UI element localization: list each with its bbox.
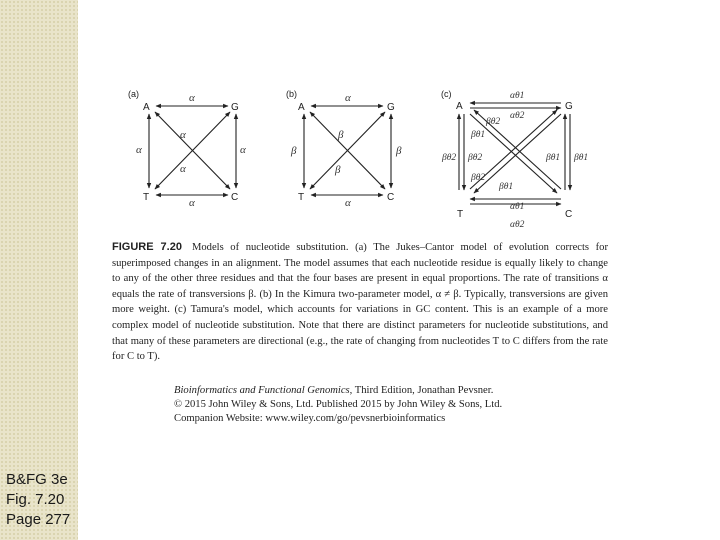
- panel-a-node-g: G: [231, 102, 239, 113]
- panel-a: [149, 106, 236, 195]
- side-label-book: B&FG 3e: [6, 471, 68, 488]
- book-title: Bioinformatics and Functional Genomics,: [174, 385, 353, 396]
- panel-b-node-a: A: [298, 102, 305, 113]
- panel-b-rate-diag-bottom: β: [335, 164, 341, 176]
- side-label-figure: Fig. 7.20: [6, 491, 65, 508]
- panel-b-rate-right: β: [396, 145, 402, 157]
- book-edition: Third Edition, Jonathan Pevsner.: [352, 385, 494, 396]
- panel-b: [304, 106, 391, 195]
- panel-a-label: (a): [128, 89, 139, 99]
- credit-block: [174, 384, 502, 426]
- panel-a-node-a: A: [143, 102, 150, 113]
- panel-b-label: (b): [286, 89, 297, 99]
- panel-a-rate-diag-top: α: [180, 129, 186, 141]
- panel-b-node-g: G: [387, 102, 395, 113]
- panel-c-rate-diag-2: βθ1: [471, 130, 486, 140]
- panel-a-rate-bottom: α: [189, 197, 195, 209]
- panel-a-rate-top: α: [189, 92, 195, 104]
- panel-c-rate-top-out: αθ1: [510, 91, 525, 101]
- credit-website: Companion Website: www.wiley.com/go/pevsnerbioinformatics: [174, 413, 446, 424]
- panel-b-rate-bottom: α: [345, 197, 351, 209]
- panel-b-rate-top: α: [345, 92, 351, 104]
- panel-c-rate-left-out: βθ2: [442, 153, 457, 163]
- panel-a-rate-left: α: [136, 144, 142, 156]
- panel-c-rate-top-in: αθ2: [510, 111, 525, 121]
- panel-c-node-t: T: [457, 209, 464, 220]
- panel-c-rate-bottom-in: αθ1: [510, 202, 525, 212]
- panel-c-rate-right-in: βθ1: [546, 153, 561, 163]
- figure-label: FIGURE 7.20: [112, 241, 182, 253]
- panel-c-node-c: C: [565, 209, 573, 220]
- panel-c-rate-right-out: βθ1: [574, 153, 589, 163]
- panel-c-rate-diag-1: βθ2: [486, 117, 501, 127]
- panel-a-rate-diag-bottom: α: [180, 163, 186, 175]
- panel-c-rate-diag-4: βθ1: [499, 182, 514, 192]
- panel-c-rate-diag-3: βθ2: [471, 173, 486, 183]
- credit-copyright: © 2015 John Wiley & Sons, Ltd. Published 2015 by John Wiley & Sons, Ltd.: [174, 399, 503, 410]
- panel-c-node-g: G: [565, 101, 573, 112]
- caption-text: Models of nucleotide substitution. (a) The Jukes–Cantor model of evolution corrects for superimposed changes in an alignment. The model assumes that each nucleotide residue is equally likely to change to any of the other three residues and that the four bases are present in equal proportions. The rate of transitions α equals the rate of transversions β. (b) In the Kimura two-parameter model, α ≠ β. Typically, transversions are given more weight. (c) Tamura's model, which accounts for variations in GC content. This is an example of a more complex model of nucleotide substitution. Note that there are distinct parameters for nucleotide substitutions, and that many of these parameters are directional (e.g., the rate of changing from nucleotides T to C differs from the rate for C to T).: [112, 242, 608, 363]
- panel-b-node-c: C: [387, 192, 395, 203]
- figure-caption: [112, 240, 608, 365]
- panel-a-rate-right: α: [240, 144, 246, 156]
- panel-c-node-a: A: [456, 101, 463, 112]
- substitution-model-diagrams: [0, 0, 720, 240]
- side-label-page: Page 277: [6, 511, 71, 528]
- panel-c-rate-bottom-out: αθ2: [510, 220, 525, 230]
- panel-c-rate-left-in: βθ2: [468, 153, 483, 163]
- panel-c-label: (c): [441, 89, 452, 99]
- panel-b-rate-left: β: [291, 145, 297, 157]
- credit-line-1: [174, 384, 502, 398]
- panel-b-rate-diag-top: β: [338, 129, 344, 141]
- panel-b-node-t: T: [298, 192, 305, 203]
- panel-a-node-c: C: [231, 192, 239, 203]
- panel-a-node-t: T: [143, 192, 150, 203]
